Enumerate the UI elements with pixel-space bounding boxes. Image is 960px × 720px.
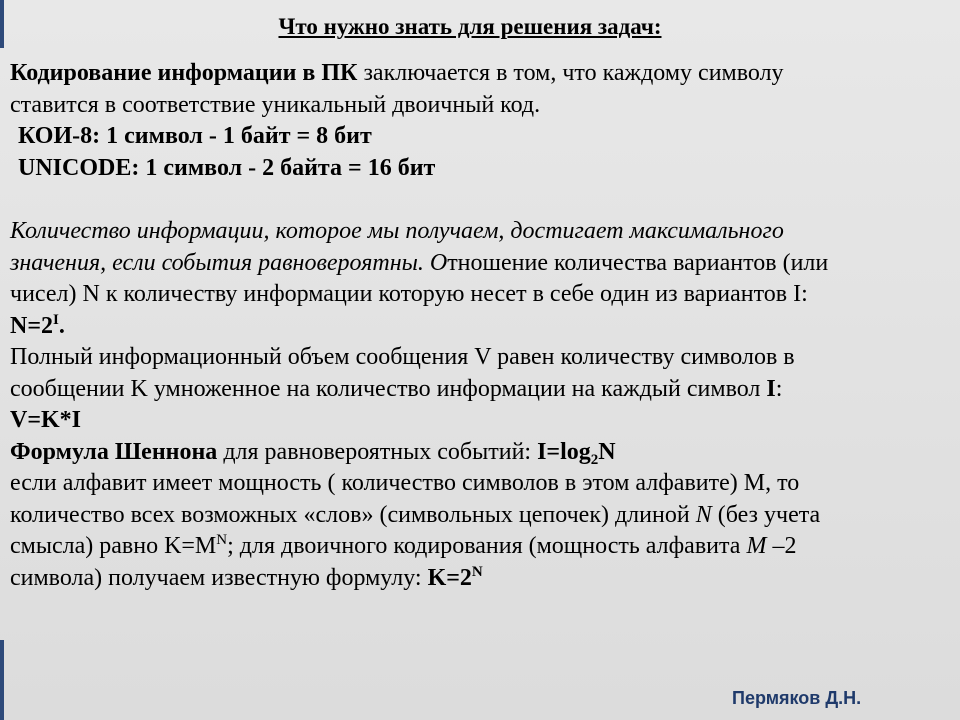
- shannon-formula-sub: 2: [590, 451, 599, 468]
- volume-text: сообщении K умноженное на количество информации на каждый символ: [10, 375, 767, 402]
- encoding-text: заключается в том, что каждому символу: [357, 60, 784, 86]
- alphabet-line-3-b: ; для двоичного кодирования (мощность алфавита: [227, 533, 747, 559]
- alphabet-line-3: [10, 531, 945, 563]
- info-amount-line-3: чисел) N к количеству информации которую несет в себе один из вариантов I:: [10, 281, 808, 307]
- formula-n-line: [10, 311, 945, 343]
- slide-title: Что нужно знать для решения задач:: [278, 14, 662, 39]
- formula-n: [10, 313, 65, 339]
- formula-k: [428, 565, 483, 591]
- alphabet-line-1: если алфавит имеет мощность ( количество символов в этом алфавите) M, то: [10, 470, 800, 496]
- unicode-text: UNICODE: 1 символ - 2 байта = 16 бит: [18, 154, 436, 181]
- formula-k-exponent: N: [471, 563, 483, 580]
- alphabet-line-2-a: количество всех возможных «слов» (символьных цепочек) длиной: [10, 501, 696, 528]
- alphabet-line-3-a: смысла) равно K=M: [10, 533, 217, 559]
- volume-colon: :: [775, 375, 783, 402]
- info-amount-rest: тношение количества вариантов (или: [447, 249, 829, 276]
- koi8-line: [10, 121, 945, 153]
- alphabet-line-3-c: –2: [766, 533, 797, 559]
- shannon-line: [10, 437, 945, 469]
- formula-n-exponent: I: [53, 311, 59, 328]
- encoding-term: Кодирование информации в ПК: [10, 60, 358, 86]
- koi8-text: КОИ-8: 1 символ - 1 байт = 8 бит: [18, 123, 372, 149]
- volume-i: I: [766, 375, 776, 402]
- alphabet-line-4-a: символа) получаем известную формулу:: [10, 564, 428, 591]
- volume-line-2: [10, 374, 945, 406]
- info-amount-italic-2: значения, если события равновероятны. О: [10, 249, 448, 276]
- formula-v: V=K*I: [10, 407, 82, 433]
- author-name: Пермяков Д.Н.: [732, 688, 862, 708]
- left-edge-bar-bottom: [0, 640, 4, 720]
- alphabet-line-2-n: N: [695, 501, 712, 528]
- formula-k-base: K=2: [427, 564, 472, 591]
- paragraph-encoding-line-2: ставится в соответствие уникальный двоичный код.: [10, 91, 541, 118]
- shannon-formula: [537, 438, 616, 468]
- formula-n-base: N=2: [10, 312, 54, 339]
- info-amount-line-1: [10, 216, 945, 248]
- formula-v-line: [10, 405, 945, 437]
- paragraph-encoding-line-1: [10, 58, 945, 90]
- alphabet-line-2: [10, 500, 945, 532]
- slide-content: [10, 58, 945, 594]
- shannon-formula-a: I=log: [537, 438, 591, 465]
- unicode-line: [10, 153, 945, 185]
- volume-line-1: Полный информационный объем сообщения V равен количеству символов в: [10, 344, 795, 370]
- alphabet-line-4: [10, 563, 945, 595]
- spacer: [10, 184, 945, 216]
- alphabet-line-3-m: M: [746, 533, 767, 559]
- alphabet-line-3-sup: N: [216, 532, 228, 548]
- info-amount-line-2: [10, 248, 945, 280]
- shannon-text: для равновероятных событий:: [217, 438, 538, 465]
- shannon-formula-b: N: [598, 438, 616, 465]
- alphabet-line-2-b: (без учета: [711, 501, 821, 528]
- formula-n-period: .: [58, 312, 65, 339]
- shannon-term: Формула Шеннона: [10, 438, 218, 465]
- info-amount-italic-1: Количество информации, которое мы получаем, достигает максимального: [10, 218, 784, 244]
